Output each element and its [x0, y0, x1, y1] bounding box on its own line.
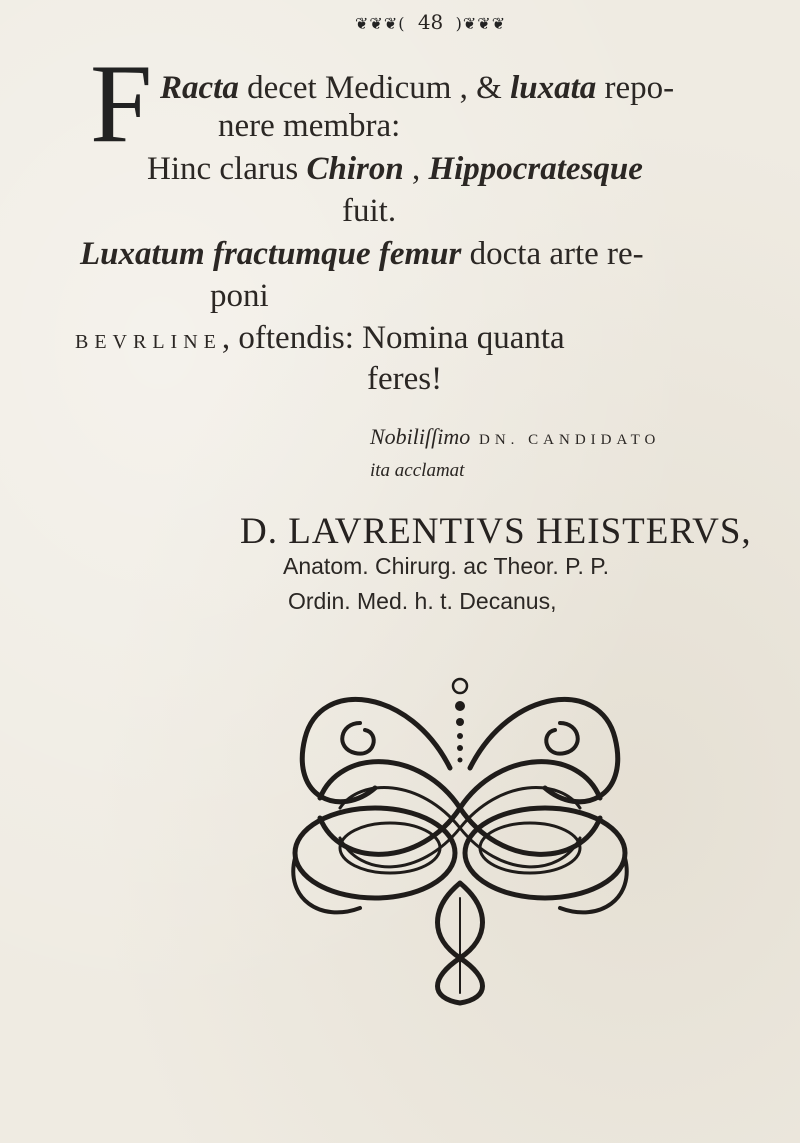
poem-line-8: feres!	[367, 361, 443, 397]
poem-line-1	[160, 70, 674, 107]
poem-line-7-caps: BEVRLINE	[75, 331, 222, 353]
poem-line-2: nere membra:	[218, 108, 401, 144]
header-ornament-right: )❦❦❦	[455, 14, 507, 33]
author-title-1: Anatom. Chirurg. ac Theor. P. P.	[283, 553, 610, 579]
calligraphic-knot-ornament-icon	[280, 668, 640, 1008]
page-number: 48	[417, 10, 444, 34]
dedication-line-2: ita acclamat	[370, 460, 465, 481]
poem-line-5-italic: Luxatum fractumque femur	[80, 236, 462, 272]
poem-line-1-text: decet Medicum , &	[238, 70, 511, 106]
header-ornament-left: ❦❦❦(	[355, 14, 406, 33]
poem-line-6: poni	[210, 278, 269, 314]
drop-cap-initial: F	[90, 42, 153, 166]
poem-line-1-italic-2: luxata	[510, 70, 597, 106]
poem-line-1-italic: Racta	[160, 70, 239, 106]
poem-line-7-text: , oftendis: Nomina quanta	[221, 320, 565, 356]
poem-line-3-text: Hinc clarus	[147, 151, 307, 187]
page-header	[355, 10, 506, 34]
poem-line-1-end: repo-	[596, 70, 675, 106]
dedication-line-1	[370, 424, 660, 450]
dedication-italic: Nobiliſſimo	[370, 424, 471, 449]
poem-line-3-italic-1: Chiron	[306, 151, 404, 187]
poem-line-3-italic-2: Hippocratesque	[428, 151, 643, 187]
dedication-caps: DN. CANDIDATO	[470, 432, 661, 448]
poem-line-7	[75, 320, 565, 357]
author-title-2: Ordin. Med. h. t. Decanus,	[288, 588, 557, 614]
author-name: D. LAVRENTIVS HEISTERVS,	[240, 511, 752, 552]
poem-line-4: fuit.	[342, 193, 397, 229]
poem-line-3-mid: ,	[403, 151, 429, 187]
poem-line-5	[80, 236, 644, 273]
poem-line-3	[147, 151, 643, 188]
poem-line-5-text: docta arte re-	[461, 236, 644, 272]
